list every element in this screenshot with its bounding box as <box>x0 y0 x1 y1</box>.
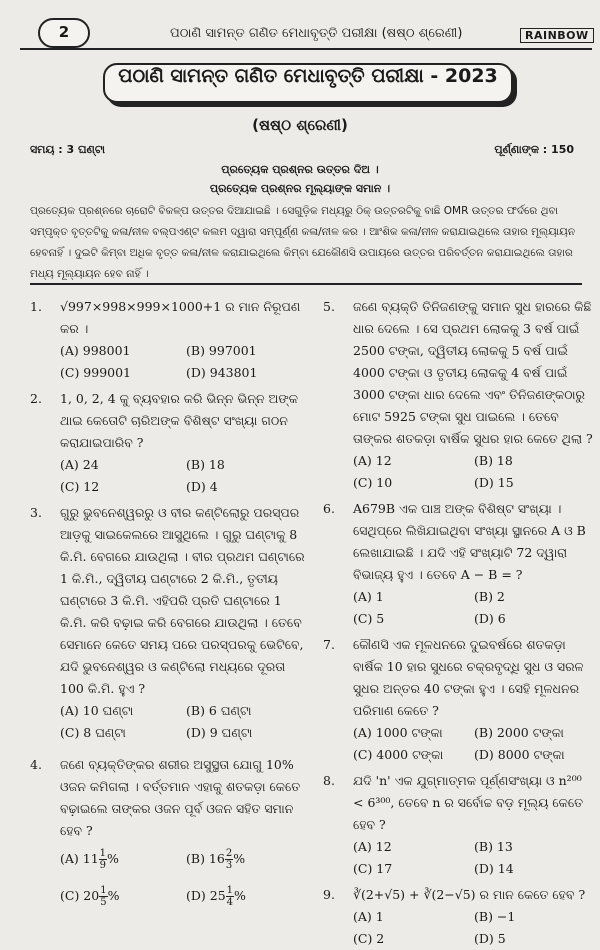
option <box>186 848 312 871</box>
option: (C) 4000 ଟଙ୍କା <box>353 747 444 762</box>
question <box>30 502 312 744</box>
questions-left-column <box>30 296 312 908</box>
question-text: ଗୁରୁ ଭୁବନେଶ୍ୱରରୁ ଓ ବୀର କଣ୍ଟିଲୋରୁ ପରସ୍ପର ଆଡ଼କୁ ସାଇକେଲରେ ଆସୁଥିଲେ । ଗୁରୁ ଘଣ୍ଟାକୁ 8 କି.ମି. ବେଗରେ ଯାଉଥିଲା । ବୀର ପ୍ରଥମ ଘଣ୍ଟାରେ 1 କି.ମି., ଦ୍ୱିତୀୟ ଘଣ୍ଟାରେ 2 କି.ମି., ତୃତୀୟ ଘଣ୍ଟାରେ 3 କି.ମି. ଏହିପରି ପ୍ରତି ଘଣ୍ଟାରେ 1 କି.ମି. କରି ବଢ଼ାଇ କରି ବେଗରେ ଯାଉଥିଲା । ତେବେ ସେମାନେ କେତେ ସମୟ ପରେ ପରସ୍ପରକୁ ଭେଟିବେ, ଯଦି ଭୁବନେଶ୍ୱର ଓ କଣ୍ଟିଲୋ ମଧ୍ୟରେ ଦୂରତା 100 କି.ମି. ହୁଏ ? <box>60 505 305 696</box>
option-label: (B) 16 <box>186 851 225 866</box>
fraction <box>226 885 234 908</box>
question-number: 1. <box>30 299 42 314</box>
question-number: 2. <box>30 391 42 406</box>
option: (A) 12 <box>353 453 392 468</box>
questions-right-column <box>323 296 595 950</box>
fraction-denominator: 4 <box>226 897 234 908</box>
option: (A) 1000 ଟଙ୍କା <box>353 725 443 740</box>
option: (B) −1 <box>474 909 516 924</box>
question-number: 4. <box>30 757 42 772</box>
fraction-denominator: 3 <box>225 860 233 871</box>
question-number: 8. <box>323 773 335 788</box>
option-label: (C) 20 <box>60 888 100 903</box>
question-text: 1, 0, 2, 4 କୁ ବ୍ୟବହାର କରି ଭିନ୍ନ ଭିନ୍ନ ଅଙ୍କ ଥାଇ କେତୋଟି ଚାରିଅଙ୍କ ବିଶିଷ୍ଟ ସଂଖ୍ୟା ଗଠନ କରାଯାଇପାରିବ ? <box>60 391 298 450</box>
question <box>323 296 595 494</box>
class-subtitle: (ଷଷ୍ଠ ଶ୍ରେଣୀ) <box>252 116 348 134</box>
option: (A) 12 <box>353 839 392 854</box>
publisher-brand: RAINBOW <box>520 28 594 43</box>
full-marks: ପୂର୍ଣ୍ଣାଙ୍କ : 150 <box>494 143 574 156</box>
option: (B) 6 ଘଣ୍ଟା <box>186 703 252 718</box>
question-number: 7. <box>323 637 335 652</box>
question-number: 6. <box>323 501 335 516</box>
options <box>353 586 595 630</box>
time-allowed: ସମୟ : 3 ଘଣ୍ଟା <box>30 143 105 156</box>
option: (D) 943801 <box>186 365 258 380</box>
option: (C) 2 <box>353 931 385 946</box>
option: (C) 17 <box>353 861 393 876</box>
option: (C) 8 ଘଣ୍ଟା <box>60 725 126 740</box>
question-number: 5. <box>323 299 335 314</box>
question <box>30 296 312 384</box>
question <box>30 754 312 908</box>
option: (B) 2 <box>474 589 505 604</box>
option-label: (D) 25 <box>186 888 226 903</box>
option <box>186 885 312 908</box>
question-text-rest: ର ମାନ କେତେ ହେବ ? <box>475 887 586 902</box>
option: (C) 999001 <box>60 365 132 380</box>
unit: % <box>234 888 246 903</box>
options <box>353 450 595 494</box>
fraction-numerator: 2 <box>225 848 233 859</box>
option: (A) 998001 <box>60 343 131 358</box>
question-text <box>353 884 595 906</box>
divider <box>30 283 582 285</box>
option: (D) 4 <box>186 479 218 494</box>
option: (C) 10 <box>353 475 393 490</box>
question-number: 9. <box>323 887 335 902</box>
instruction-line-1: ପ୍ରତ୍ୟେକ ପ୍ରଶ୍ନର ଉତ୍ତର ଦିଅ । <box>221 163 379 176</box>
option: (A) 24 <box>60 457 99 472</box>
question-text-rest: ର ମାନ ନିରୂପଣ କର । <box>60 299 301 336</box>
option <box>60 848 186 871</box>
instruction-paragraph: ପ୍ରତ୍ୟେକ ପ୍ରଶ୍ନରେ ଚାରୋଟି ବିକଳ୍ପ ଉତ୍ତର ଦିଆଯାଇଛି । ସେଗୁଡ଼ିକ ମଧ୍ୟରୁ ଠିକ୍ ଉତ୍ତରଟିକୁ ବାଛି OMR ଉତ୍ତର ଫର୍ଦରେ ଥିବା ସମ୍ପୃକ୍ତ ବୃତ୍ତଟିକୁ କଳା/ନୀଳ ବଲ୍‌ପଏଣ୍ଟ କଲମ ଦ୍ୱାରା ସମ୍ପୂର୍ଣ୍ଣ କଳା/ନୀଳ କର । ଆଂଶିକ କଳା/ନୀଳ କରାଯାଇଥିଲେ ତାହାର ମୂଲ୍ୟାୟନ ହେବନାହିଁ । ଦୁଇଟି କିମ୍ବା ଅଧିକ ବୃତ୍ତ କଳା/ନୀଳ କରାଯାଇଥିଲେ କିମ୍ବା ଯେକୌଣସି ଉପାୟରେ ଉତ୍ତର ପରିବର୍ତ୍ତନ କରାଯାଇଥିଲେ ତାହାର ମଧ୍ୟ ମୂଲ୍ୟାୟନ ହେବ ନାହିଁ । <box>30 205 576 280</box>
exam-title: ପଠାଣି ସାମନ୍ତ ଗଣିତ ମେଧାବୃତ୍ତି ପରୀକ୍ଷା - 2023 <box>103 63 513 103</box>
options <box>353 722 595 766</box>
question-text: ଜଣେ ବ୍ୟକ୍ତିଙ୍କର ଶରୀର ଅସୁସ୍ଥତା ଯୋଗୁ 10% ଓଜନ କମିଗଲା । ବର୍ତ୍ତମାନ ଏହାକୁ ଶତକଡ଼ା କେତେ ବଢ଼ାଇଲେ ତାଙ୍କର ଓଜନ ପୂର୍ବ ଓଜନ ସହିତ ସମାନ ହେବ ? <box>60 757 301 838</box>
question <box>323 634 595 766</box>
fraction <box>99 848 107 871</box>
fraction-numerator: 1 <box>100 885 107 896</box>
question-text: ଜଣେ ବ୍ୟକ୍ତି ତିନିଜଣଙ୍କୁ ସମାନ ସୁଧ ହାରରେ କିଛି ଧାର ଦେଲେ । ସେ ପ୍ରଥମ ଲୋକକୁ 3 ବର୍ଷ ପାଇଁ 2500 ଟଙ୍କା, ଦ୍ୱିତୀୟ ଲୋକକୁ 5 ବର୍ଷ ପାଇଁ 4000 ଟଙ୍କା ଓ ତୃତୀୟ ଲୋକକୁ 4 ବର୍ଷ ପାଇଁ 3000 ଟଙ୍କା ଧାର ଦେଲେ ଏବଂ ତିନିଜଣଙ୍କଠାରୁ ମୋଟ 5925 ଟଙ୍କା ସୁଧ ପାଇଲେ । ତେବେ ତାଙ୍କର ଶତକଡ଼ା ବାର୍ଷିକ ସୁଧର ହାର କେତେ ଥିଲା ? <box>353 299 593 446</box>
question-text <box>60 296 312 340</box>
math-expression: ∛(2+√5) + ∛(2−√5) <box>353 887 476 902</box>
option: (A) 1 <box>353 909 384 924</box>
fraction-numerator: 1 <box>99 848 107 859</box>
fraction-denominator: 5 <box>100 897 107 908</box>
option: (D) 6 <box>474 611 506 626</box>
options <box>353 836 595 880</box>
option: (C) 5 <box>353 611 385 626</box>
question-text: ଯଦି 'n' ଏକ ଯୁଗ୍ମାତ୍ମକ ପୂର୍ଣ୍ଣସଂଖ୍ୟା ଓ n²⁰⁰ < 6³⁰⁰, ତେବେ n ର ସର୍ବୋଚ୍ଚ ବଡ଼ ମୂଲ୍ୟ କେତେ ହେବ ? <box>353 773 584 832</box>
option: (B) 18 <box>186 457 225 472</box>
question <box>30 388 312 498</box>
unit: % <box>233 851 246 866</box>
question <box>323 770 595 880</box>
unit: % <box>107 888 120 903</box>
option: (C) 12 <box>60 479 100 494</box>
option: (D) 8000 ଟଙ୍କା <box>474 747 565 762</box>
option <box>60 885 186 908</box>
running-title: ପଠାଣି ସାମନ୍ତ ଗଣିତ ମେଧାବୃତ୍ତି ପରୀକ୍ଷା (ଷଷ୍ଠ ଶ୍ରେଣୀ) <box>170 26 463 41</box>
question-number: 3. <box>30 505 42 520</box>
option: (D) 15 <box>474 475 514 490</box>
options <box>60 340 312 384</box>
option: (B) 13 <box>474 839 513 854</box>
options <box>60 700 312 744</box>
option: (B) 997001 <box>186 343 257 358</box>
fraction-denominator: 9 <box>99 860 107 871</box>
option: (D) 5 <box>474 931 506 946</box>
options <box>353 906 595 950</box>
option: (A) 10 ଘଣ୍ଟା <box>60 703 134 718</box>
question-text: କୌଣସି ଏକ ମୂଳଧନରେ ଦୁଇବର୍ଷରେ ଶତକଡ଼ା ବାର୍ଷିକ 10 ହାର ସୁଧରେ ଚକ୍ରବୃଦ୍ଧି ସୁଧ ଓ ସରଳ ସୁଧର ଅନ୍ତର 40 ଟଙ୍କା ହୁଏ । ସେହି ମୂଳଧନର ପରିମାଣ କେତେ ? <box>353 637 584 718</box>
fraction <box>99 885 107 908</box>
question <box>323 884 595 950</box>
page-number: 2 <box>38 18 90 48</box>
option: (B) 2000 ଟଙ୍କା <box>474 725 564 740</box>
question <box>323 498 595 630</box>
fraction-numerator: 1 <box>226 885 234 896</box>
math-expression: √997×998×999×1000+1 <box>60 299 222 314</box>
unit: % <box>107 851 119 866</box>
question-text: A679B ଏକ ପାଞ୍ଚ ଅଙ୍କ ବିଶିଷ୍ଟ ସଂଖ୍ୟା । ସେଥିପ୍ରେ ଲିଖିଯାଇଥିବା ସଂଖ୍ୟା ସ୍ଥାନରେ A ଓ B ଲେଖାଯାଇଛି । ଯଦି ଏହି ସଂଖ୍ୟାଟି 72 ଦ୍ୱାରା ବିଭାଜ୍ୟ ହୁଏ । ତେବେ A − B = ? <box>353 501 586 582</box>
option: (D) 9 ଘଣ୍ଟା <box>186 725 253 740</box>
option: (D) 14 <box>474 861 514 876</box>
fraction <box>225 848 233 871</box>
option-label: (A) 11 <box>60 851 99 866</box>
options <box>60 454 312 498</box>
option: (A) 1 <box>353 589 384 604</box>
instruction-line-2: ପ୍ରତ୍ୟେକ ପ୍ରଶ୍ନର ମୂଲ୍ୟାଙ୍କ ସମାନ । <box>209 182 391 195</box>
options <box>60 848 312 908</box>
option: (B) 18 <box>474 453 513 468</box>
